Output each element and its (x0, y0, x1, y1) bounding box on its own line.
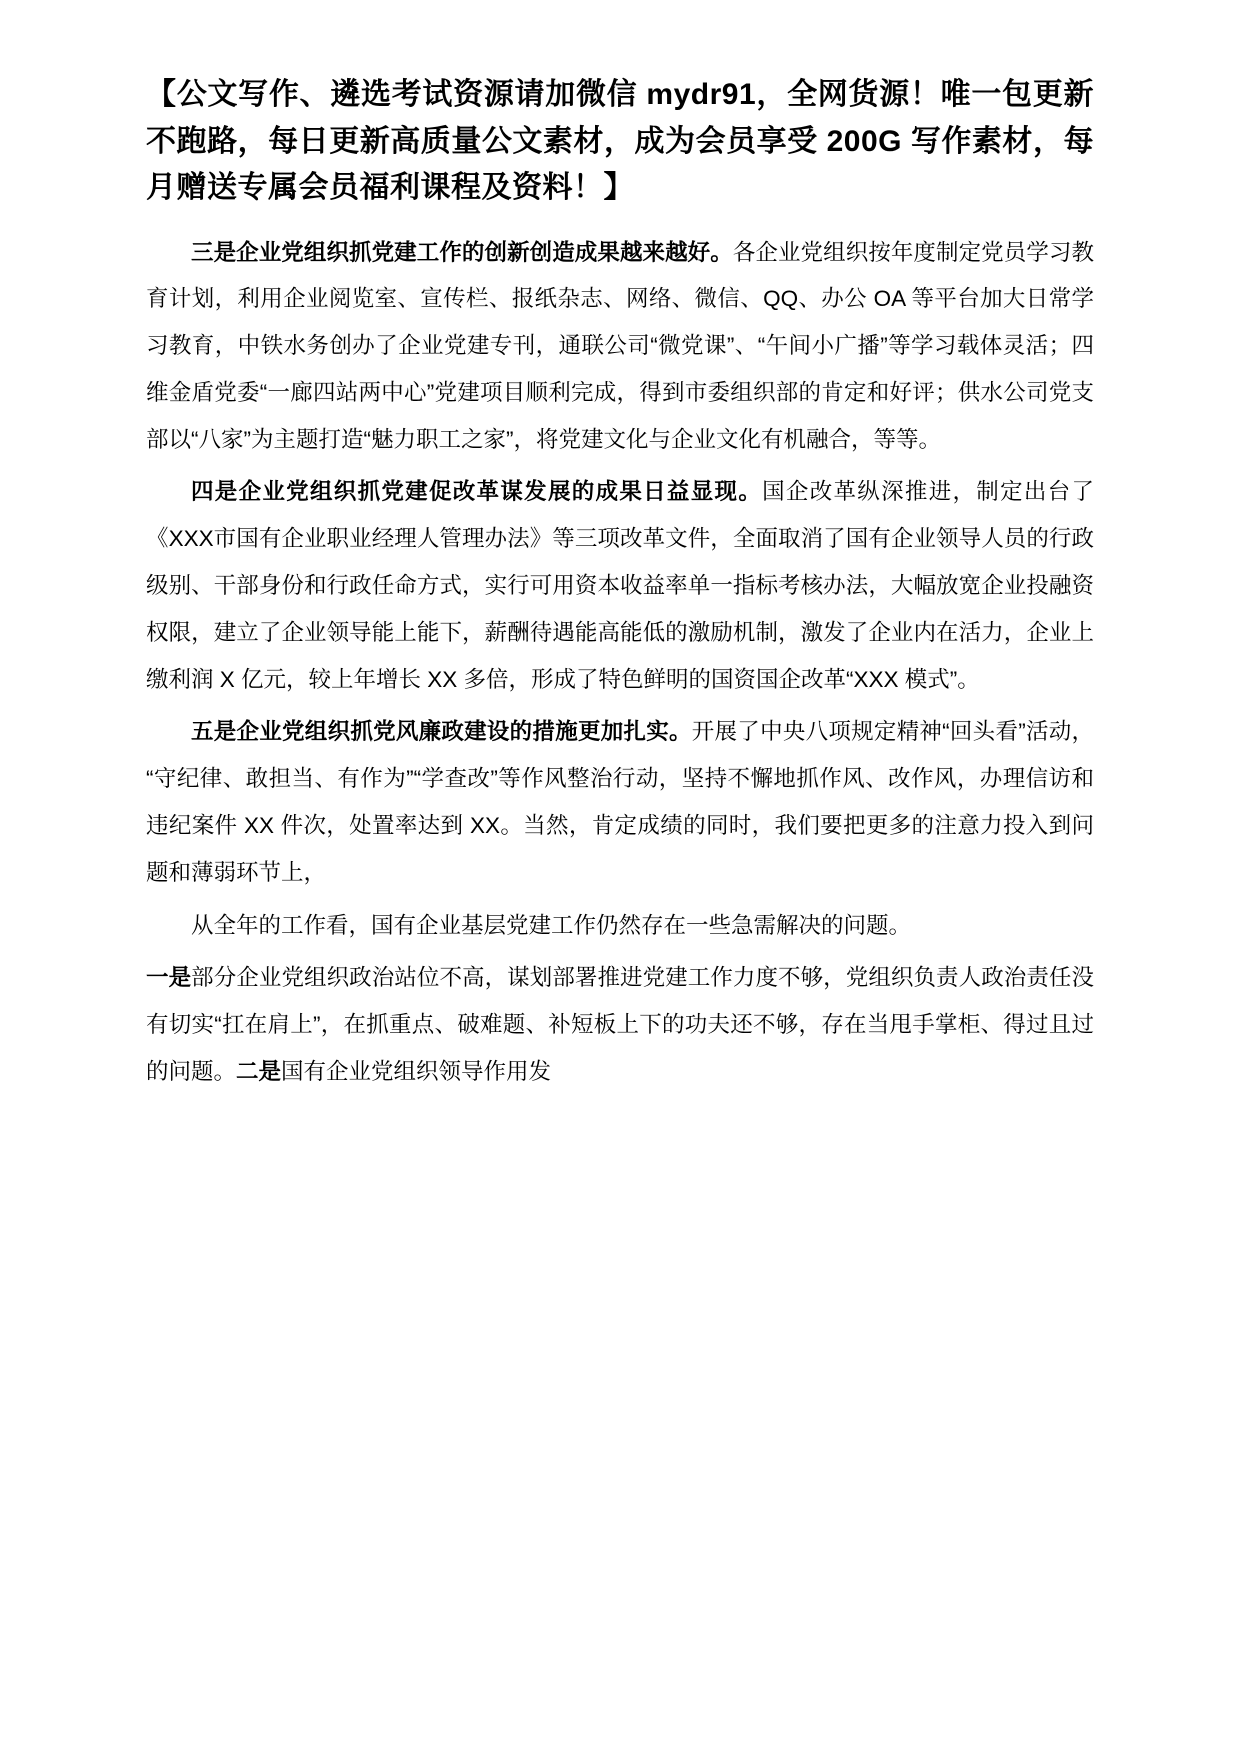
problem-text-two: 国有企业党组织领导作用发 (281, 1059, 552, 1085)
paragraph-3-body: 各企业党组织按年度制定党员学习教育计划，利用企业阅览室、宣传栏、报纸杂志、网络、微信、QQ、办公 OA 等平台加大日常学习教育，中铁水务创办了企业党建专刊，通联公司“微党课”、“午间小广播”等学习载体灵活；四维金盾党委“一廊四站两中心”党建项目顺利完成，得到市委组织部的肯定和好评；供水公司党支部以“八家”为主题打造“魅力职工之家”，将党建文化与企业文化有机融合，等等。 (146, 239, 1094, 452)
paragraph-4-lead: 四是企业党组织抓党建促改革谋发展的成果日益显现。 (191, 479, 763, 505)
problem-marker-one: 一是 (146, 965, 192, 991)
paragraph-transition (146, 903, 1094, 950)
paragraph-4 (146, 469, 1094, 703)
paragraph-5-lead: 五是企业党组织抓党风廉政建设的措施更加扎实。 (191, 719, 692, 745)
paragraph-4-body: 国企改革纵深推进，制定出台了《XXX市国有企业职业经理人管理办法》等三项改革文件，全面取消了国有企业领导人员的行政级别、干部身份和行政任命方式，实行可用资本收益率单一指标考核办法，大幅放宽企业投融资权限，建立了企业领导能上能下，薪酬待遇能高能低的激励机制，激发了企业内在活力，企业上缴利润 X 亿元，较上年增长 XX 多倍，形成了特色鲜明的国资国企改革“XXX 模式”。 (146, 479, 1094, 692)
paragraph-transition-body: 从全年的工作看，国有企业基层党建工作仍然存在一些急需解决的问题。 (191, 912, 912, 938)
problem-marker-two: 二是 (236, 1059, 282, 1085)
paragraph-5 (146, 709, 1094, 896)
paragraph-problems (146, 955, 1094, 1095)
problem-text-one: 部分企业党组织政治站位不高，谋划部署推进党建工作力度不够，党组织负责人政治责任没有切实“扛在肩上”，在抓重点、破难题、补短板上下的功夫还不够，存在当甩手掌柜、得过且过的问题。 (146, 965, 1094, 1085)
paragraph-3 (146, 230, 1094, 464)
paragraph-5-body: 开展了中央八项规定精神“回头看”活动，“守纪律、敢担当、有作为”“学查改”等作风整治行动，坚持不懈地抓作风、改作风，办理信访和违纪案件 XX 件次，处置率达到 XX。当然，肯定成绩的同时，我们要把更多的注意力投入到问题和薄弱环节上， (146, 719, 1094, 885)
paragraph-3-lead: 三是企业党组织抓党建工作的创新创造成果越来越好。 (191, 239, 733, 265)
promo-banner: 【公文写作、遴选考试资源请加微信 mydr91，全网货源！唯一包更新不跑路，每日更新高质量公文素材，成为会员享受 200G 写作素材，每月赠送专属会员福利课程及资料！】 (146, 78, 1094, 204)
